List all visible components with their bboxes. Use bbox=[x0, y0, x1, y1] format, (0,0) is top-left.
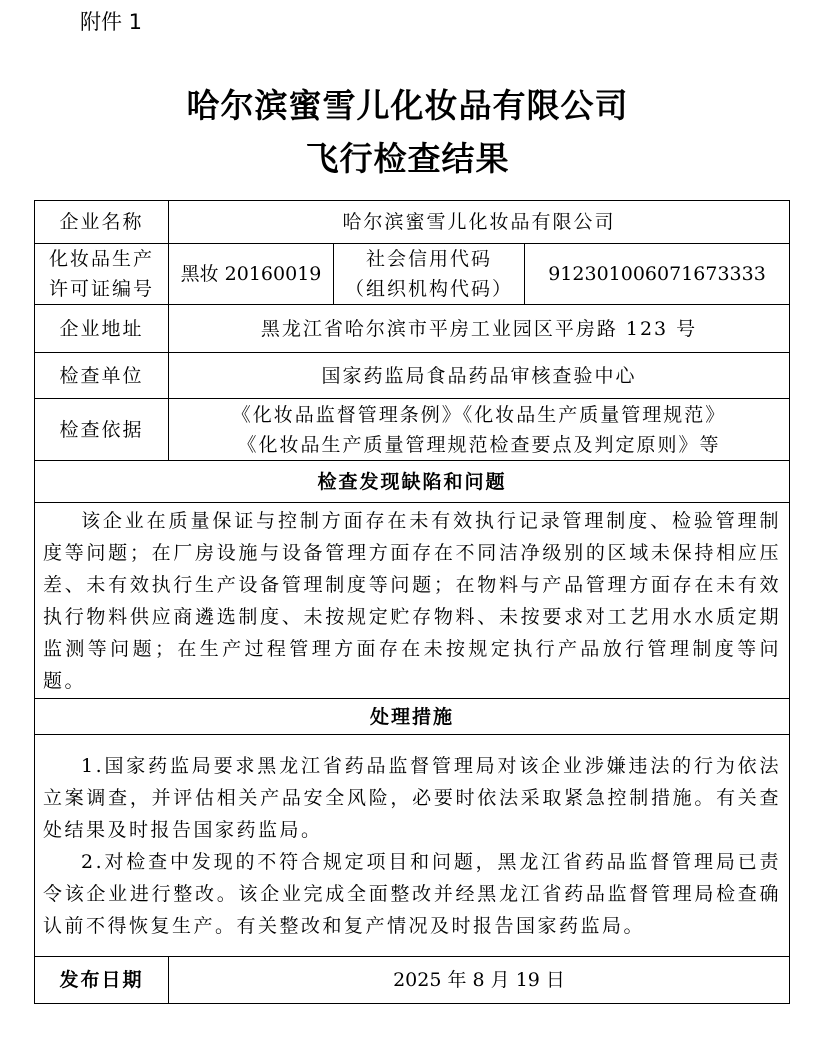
credit-code-value: 912301006071673333 bbox=[525, 244, 790, 305]
measures-heading: 处理措施 bbox=[35, 699, 790, 735]
table-row bbox=[35, 244, 790, 305]
basis-line-2: 《化妆品生产质量管理规范检查要点及判定原则》等 bbox=[237, 433, 721, 456]
inspection-result-table bbox=[34, 200, 790, 1004]
defects-paragraph: 该企业在质量保证与控制方面存在未有效执行记录管理制度、检验管理制度等问题；在厂房设施与设备管理方面存在不同洁净级别的区域未保持相应压差、未有效执行生产设备管理制度等问题；在物料与产品管理方面存在未有效执行物料供应商遴选制度、未按规定贮存物料、未按要求对工艺用水水质定期监测等问题；在生产过程管理方面存在未按规定执行产品放行管理制度等问题。 bbox=[43, 509, 782, 692]
table-row bbox=[35, 201, 790, 244]
table-row bbox=[35, 699, 790, 735]
license-label-line1: 化妆品生产 bbox=[48, 248, 154, 270]
document-title: 哈尔滨蜜雪儿化妆品有限公司 bbox=[186, 86, 629, 125]
attachment-label: 附件 1 bbox=[80, 10, 143, 34]
table-row bbox=[35, 353, 790, 399]
measure-item-2: 2.对检查中发现的不符合规定项目和问题，黑龙江省药品监督管理局已责令该企业进行整改。该企业完成全面整改并经黑龙江省药品监督管理局检查确认前不得恢复生产。有关整改和复产情况及时报告国家药监局。 bbox=[43, 850, 782, 937]
address-value: 黑龙江省哈尔滨市平房工业园区平房路 123 号 bbox=[169, 305, 790, 353]
measure-item-1: 1.国家药监局要求黑龙江省药品监督管理局对该企业涉嫌违法的行为依法立案调查，并评估相关产品安全风险，必要时依法采取紧急控制措施。有关查处结果及时报告国家药监局。 bbox=[43, 754, 782, 841]
inspector-value: 国家药监局食品药品审核查验中心 bbox=[169, 353, 790, 399]
table-row bbox=[35, 503, 790, 699]
credit-label-line1: 社会信用代码 bbox=[365, 248, 492, 270]
basis-label: 检查依据 bbox=[35, 399, 169, 461]
address-label: 企业地址 bbox=[35, 305, 169, 353]
defects-body bbox=[35, 503, 790, 699]
license-label-line2: 许可证编号 bbox=[48, 278, 154, 300]
company-name-value: 哈尔滨蜜雪儿化妆品有限公司 bbox=[169, 201, 790, 244]
document-subtitle: 飞行检查结果 bbox=[305, 139, 510, 178]
measures-body bbox=[35, 735, 790, 957]
company-name-label: 企业名称 bbox=[35, 201, 169, 244]
license-number-value: 黑妆 20160019 bbox=[169, 244, 334, 305]
table-row bbox=[35, 735, 790, 957]
credit-code-label bbox=[334, 244, 525, 305]
basis-line-1: 《化妆品监督管理条例》《化妆品生产质量管理规范》 bbox=[231, 403, 727, 426]
table-row bbox=[35, 305, 790, 353]
credit-label-line2: （组织机构代码） bbox=[344, 278, 513, 300]
release-date-label: 发布日期 bbox=[35, 957, 169, 1004]
table-row bbox=[35, 461, 790, 503]
table-row bbox=[35, 399, 790, 461]
table-row bbox=[35, 957, 790, 1004]
defects-heading: 检查发现缺陷和问题 bbox=[35, 461, 790, 503]
basis-value bbox=[169, 399, 790, 461]
release-date-value: 2025 年 8 月 19 日 bbox=[169, 957, 790, 1004]
inspector-label: 检查单位 bbox=[35, 353, 169, 399]
license-label bbox=[35, 244, 169, 305]
